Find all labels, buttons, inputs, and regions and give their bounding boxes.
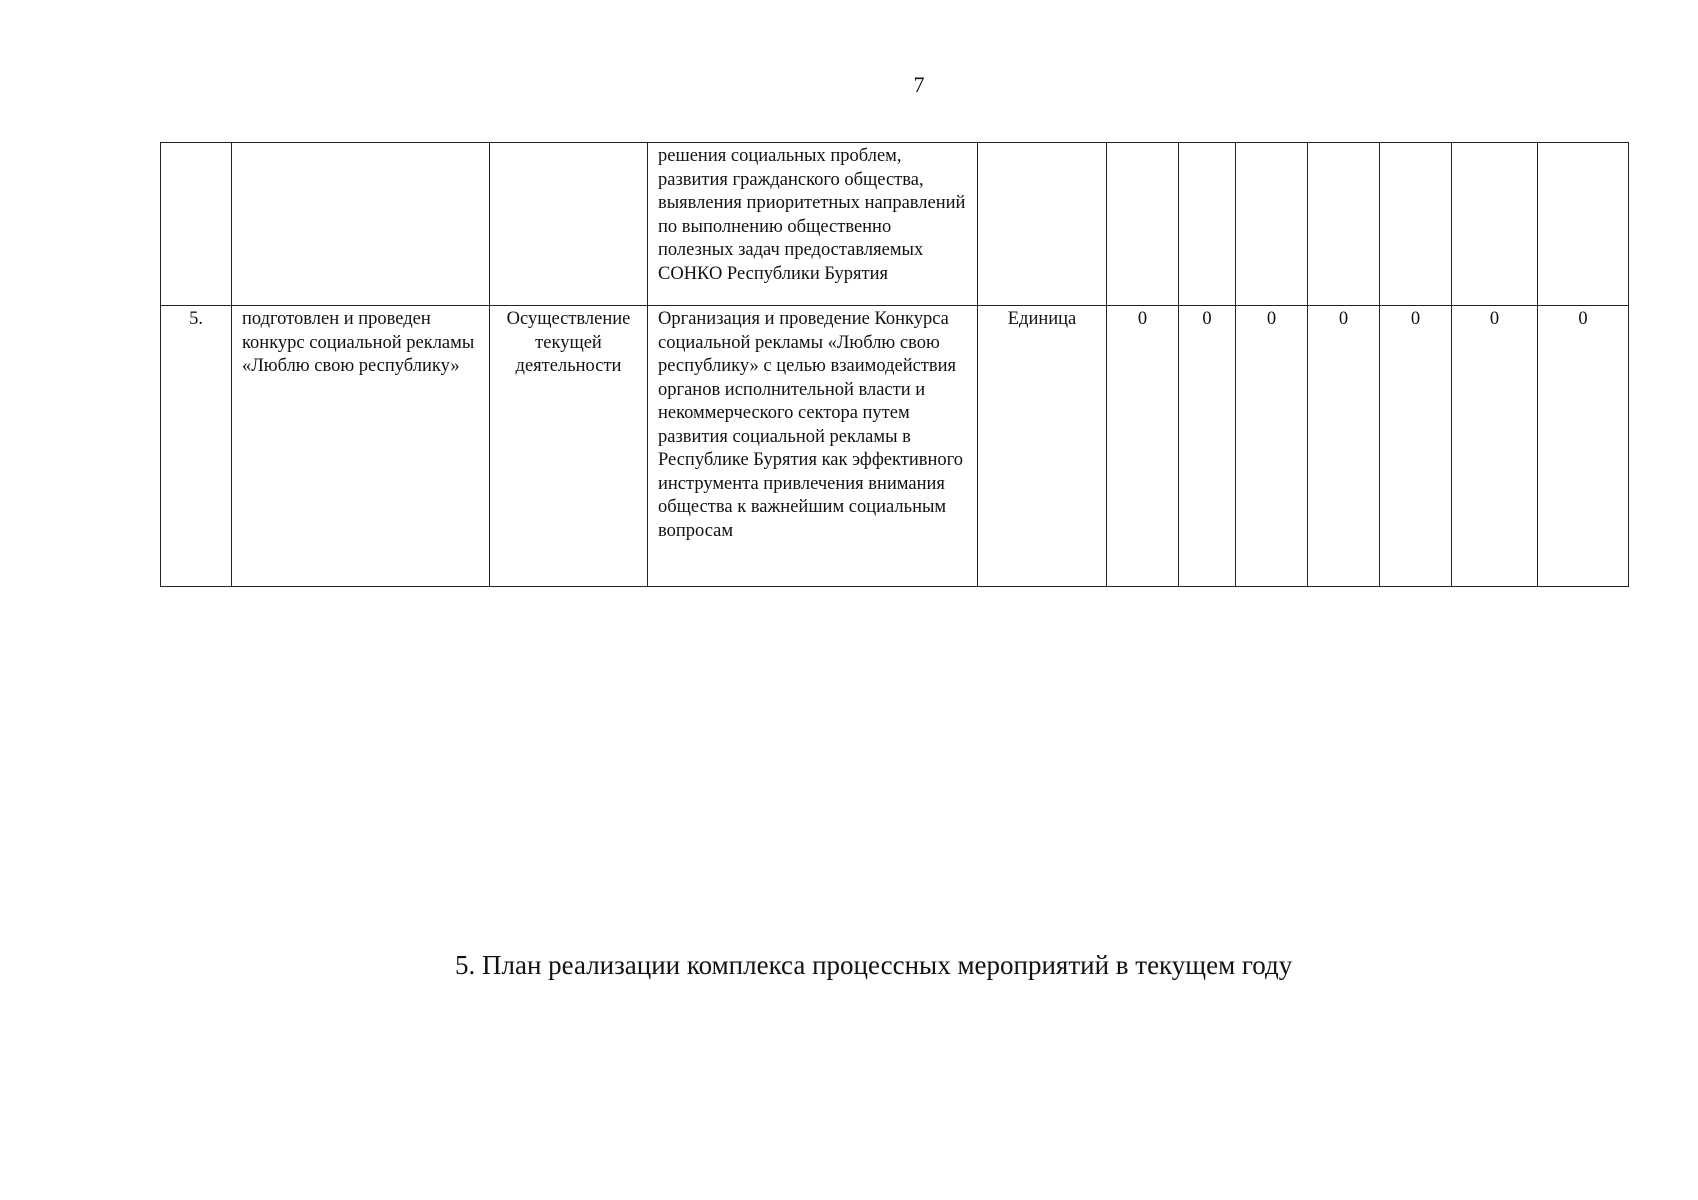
cell-description: решения социальных проблем, развития гражданского общества, выявления приоритетных направлений по выполнению общественно полезных задач предоставляемых СОНКО Республики Бурятия bbox=[648, 143, 978, 306]
cell-value bbox=[1380, 143, 1452, 306]
indicators-table bbox=[160, 142, 1629, 587]
table-row bbox=[161, 306, 1629, 587]
cell-type bbox=[490, 143, 648, 306]
cell-value bbox=[1452, 143, 1538, 306]
cell-value bbox=[1538, 143, 1629, 306]
cell-value: 0 bbox=[1107, 306, 1179, 587]
cell-type: Осуществление текущей деятельности bbox=[490, 306, 648, 587]
page-number: 7 bbox=[913, 72, 925, 97]
section-heading: 5. План реализации комплекса процессных мероприятий в текущем году bbox=[455, 950, 1293, 980]
cell-value: 0 bbox=[1380, 306, 1452, 587]
table-row bbox=[161, 143, 1629, 306]
cell-index bbox=[161, 143, 232, 306]
cell-index: 5. bbox=[161, 306, 232, 587]
cell-unit: Единица bbox=[978, 306, 1107, 587]
cell-value: 0 bbox=[1538, 306, 1629, 587]
cell-unit bbox=[978, 143, 1107, 306]
cell-result: подготовлен и проведен конкурс социальной рекламы «Люблю свою республику» bbox=[232, 306, 490, 587]
cell-value bbox=[1107, 143, 1179, 306]
cell-description: Организация и проведение Конкурса социальной рекламы «Люблю свою республику» с целью взаимодействия органов исполнительной власти и некоммерческого сектора путем развития социальной рекламы в Республике Бурятия как эффективного инструмента привлечения внимания общества к важнейшим социальным вопросам bbox=[648, 306, 978, 587]
cell-value: 0 bbox=[1236, 306, 1308, 587]
cell-value: 0 bbox=[1452, 306, 1538, 587]
cell-value: 0 bbox=[1308, 306, 1380, 587]
cell-value bbox=[1236, 143, 1308, 306]
cell-value bbox=[1179, 143, 1236, 306]
cell-result bbox=[232, 143, 490, 306]
cell-value bbox=[1308, 143, 1380, 306]
cell-value: 0 bbox=[1179, 306, 1236, 587]
